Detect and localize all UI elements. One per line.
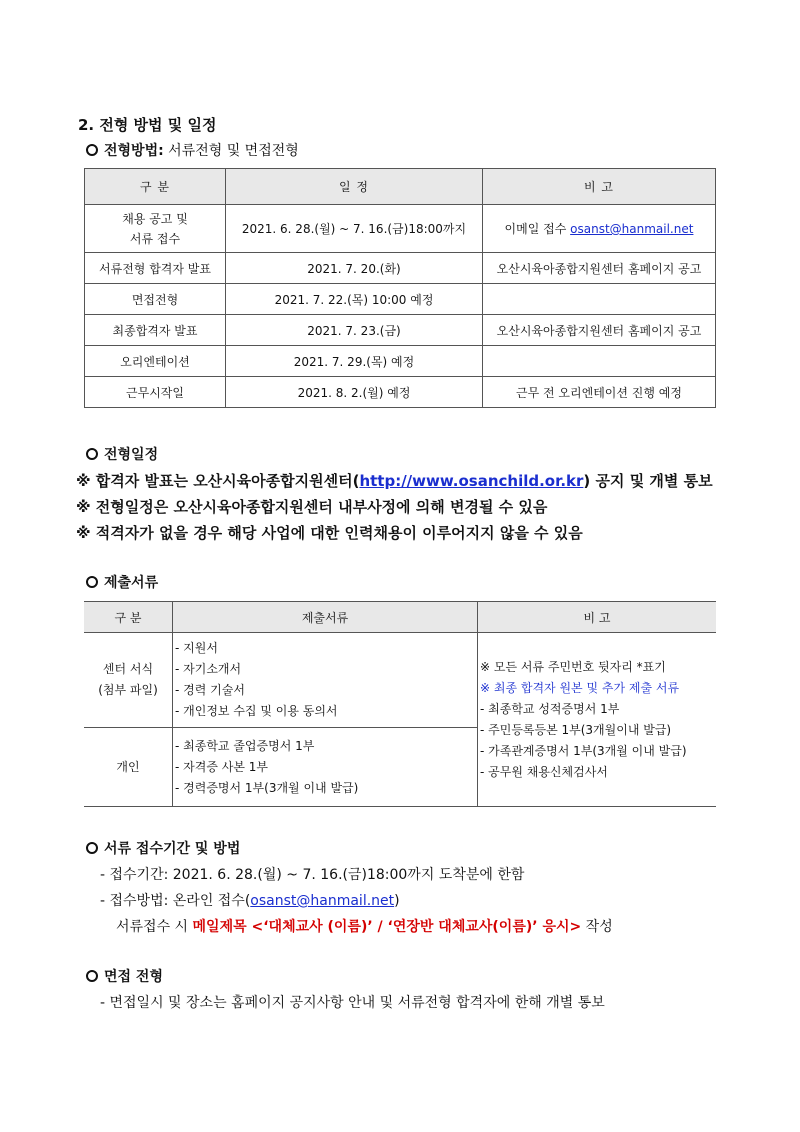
method-text: - 접수방법: 온라인 접수( (100, 893, 251, 909)
center-forms-label (84, 633, 173, 728)
schedule-date: 2021. 7. 23.(금) (226, 315, 483, 346)
schedule-note-1 (76, 470, 713, 491)
documents-header-row (84, 602, 716, 633)
label-line: 센터 서식 (102, 662, 154, 676)
documents-remarks (478, 633, 717, 807)
schedule-section-heading (86, 444, 158, 464)
circle-bullet-icon (86, 970, 98, 982)
schedule-section-title: 전형일정 (104, 447, 159, 463)
schedule-header-category: 구 분 (85, 169, 226, 205)
submission-period: - 접수기간: 2021. 6. 28.(월) ~ 7. 16.(금)18:00까지 도착분에 한함 (100, 867, 525, 883)
list-item: - 경력 기술서 (175, 683, 245, 697)
remark-item: - 주민등록등본 1부(3개월이내 발급) (480, 722, 672, 737)
schedule-note-2: ※ 전형일정은 오산시육아종합지원센터 내부사정에 의해 변경될 수 있음 (76, 498, 548, 516)
schedule-note (483, 346, 716, 377)
note-text: ※ 합격자 발표는 오산시육아종합지원센터( (76, 472, 360, 490)
documents-table (84, 601, 716, 807)
list-item: - 개인정보 수집 및 이용 동의서 (175, 704, 338, 718)
schedule-category (85, 205, 226, 253)
method-value: 서류전형 및 면접전형 (168, 143, 299, 159)
schedule-date: 2021. 6. 28.(월) ~ 7. 16.(금)18:00까지 (226, 205, 483, 253)
personal-docs-list (173, 728, 478, 807)
website-link[interactable]: http://www.osanchild.or.kr (359, 472, 584, 490)
section-title: 2. 전형 방법 및 일정 (78, 116, 217, 134)
schedule-note: 근무 전 오리엔테이션 진행 예정 (483, 377, 716, 408)
subject-text: 작성 (581, 919, 613, 935)
category-line: 채용 공고 및 (122, 211, 188, 226)
circle-bullet-icon (86, 842, 98, 854)
schedule-header-date: 일 정 (226, 169, 483, 205)
interview-heading (86, 966, 163, 986)
schedule-note: 오산시육아종합지원센터 홈페이지 공고 (483, 253, 716, 284)
remark-item: ※ 최종 합격자 원본 및 추가 제출 서류 (480, 680, 680, 695)
remark-item: - 가족관계증명서 1부(3개월 이내 발급) (480, 743, 687, 758)
schedule-note: 오산시육아종합지원센터 홈페이지 공고 (483, 315, 716, 346)
documents-header-docs: 제출서류 (173, 602, 478, 633)
note-text: ) 공지 및 개별 통보 (583, 472, 713, 490)
method-line (86, 140, 299, 160)
subject-text: 서류접수 시 (116, 919, 193, 935)
schedule-category: 근무시작일 (85, 377, 226, 408)
list-item: - 경력증명서 1부(3개월 이내 발급) (175, 780, 359, 795)
email-link[interactable]: osanst@hanmail.net (250, 893, 395, 909)
note-text: 이메일 접수 (504, 222, 571, 236)
personal-label: 개인 (84, 728, 173, 807)
list-item: - 최종학교 졸업증명서 1부 (175, 738, 315, 753)
schedule-date: 2021. 7. 20.(화) (226, 253, 483, 284)
schedule-category: 최종합격자 발표 (85, 315, 226, 346)
schedule-date: 2021. 7. 22.(목) 10:00 예정 (226, 284, 483, 315)
circle-bullet-icon (86, 576, 98, 588)
table-row (85, 253, 716, 284)
schedule-note (483, 284, 716, 315)
table-row (85, 346, 716, 377)
submission-method (100, 890, 400, 910)
schedule-category: 서류전형 합격자 발표 (85, 253, 226, 284)
documents-title: 제출서류 (104, 575, 159, 591)
subject-highlight: 메일제목 <‘대체교사 (이름)’ / ‘연장반 대체교사(이름)’ 응시> (192, 919, 582, 935)
schedule-note-3: ※ 적격자가 없을 경우 해당 사업에 대한 인력채용이 이루어지지 않을 수 있음 (76, 524, 583, 542)
submission-title: 서류 접수기간 및 방법 (104, 841, 241, 857)
table-row (85, 377, 716, 408)
documents-heading (86, 572, 158, 592)
schedule-header-row (85, 169, 716, 205)
documents-header-remarks: 비 고 (478, 602, 717, 633)
table-row (84, 633, 716, 728)
schedule-table (84, 168, 716, 408)
interview-text: - 면접일시 및 장소는 홈페이지 공지사항 안내 및 서류전형 합격자에 한해 개별 통보 (100, 995, 605, 1011)
schedule-category: 오리엔테이션 (85, 346, 226, 377)
submission-heading (86, 838, 240, 858)
circle-bullet-icon (86, 448, 98, 460)
label-line: (첨부 파일) (98, 683, 158, 697)
schedule-header-note: 비 고 (483, 169, 716, 205)
schedule-date: 2021. 8. 2.(월) 예정 (226, 377, 483, 408)
remark-item: - 최종학교 성적증명서 1부 (480, 701, 620, 716)
schedule-category: 면접전형 (85, 284, 226, 315)
category-line: 서류 접수 (129, 231, 181, 246)
table-row (85, 284, 716, 315)
center-forms-list (173, 633, 478, 728)
list-item: - 지원서 (175, 641, 218, 655)
list-item: - 자기소개서 (175, 662, 242, 676)
schedule-note (483, 205, 716, 253)
circle-bullet-icon (86, 144, 98, 156)
remark-item: ※ 모든 서류 주민번호 뒷자리 *표기 (480, 659, 666, 674)
method-label: 전형방법: (104, 143, 164, 159)
method-text: ) (394, 893, 400, 909)
documents-header-category: 구 분 (84, 602, 173, 633)
remark-item: - 공무원 채용신체검사서 (480, 764, 608, 779)
submission-subject (116, 916, 613, 936)
schedule-date: 2021. 7. 29.(목) 예정 (226, 346, 483, 377)
interview-title: 면접 전형 (104, 969, 163, 985)
table-row (85, 205, 716, 253)
list-item: - 자격증 사본 1부 (175, 759, 268, 774)
table-row (85, 315, 716, 346)
email-link[interactable]: osanst@hanmail.net (570, 222, 694, 236)
